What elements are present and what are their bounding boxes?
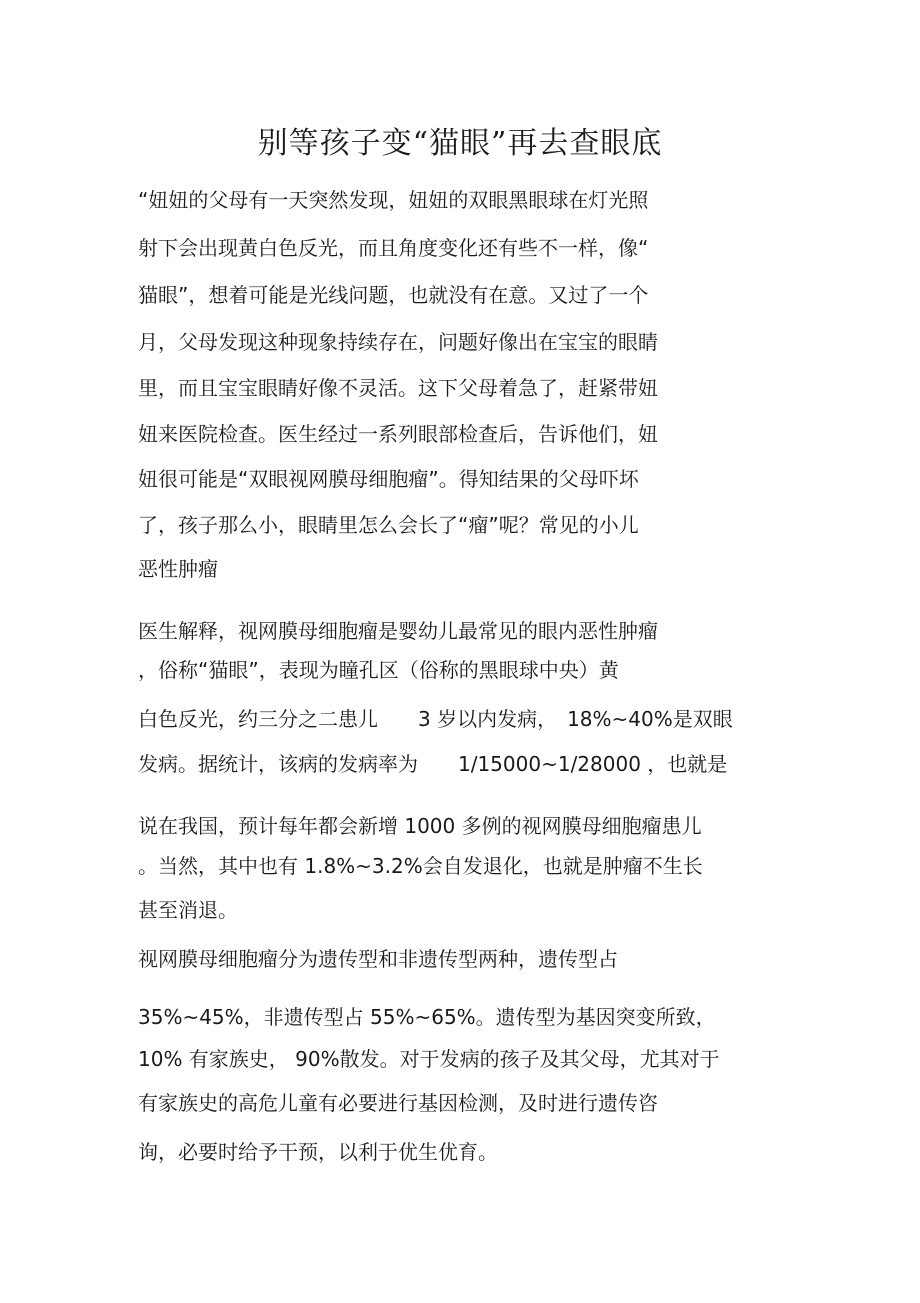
paragraph-1-line-6: 妞来医院检查。医生经过一系列眼部检查后，告诉他们，妞 xyxy=(138,422,658,446)
paragraph-1-line-1: “妞妞的父母有一天突然发现，妞妞的双眼黑眼球在灯光照 xyxy=(138,188,649,212)
paragraph-1-line-4: 月，父母发现这种现象持续存在，问题好像出在宝宝的眼睛 xyxy=(138,330,658,354)
paragraph-2-line-3: 白色反光，约三分之二患儿 3 岁以内发病， 18%~40%是双眼 xyxy=(138,707,733,731)
paragraph-1-line-2: 射下会出现黄白色反光，而且角度变化还有些不一样，像“ xyxy=(138,236,649,260)
paragraph-3-line-3: 10% 有家族史， 90%散发。对于发病的孩子及其父母，尤其对于 xyxy=(138,1047,720,1071)
paragraph-2-line-1: 医生解释，视网膜母细胞瘤是婴幼儿最常见的眼内恶性肿瘤 xyxy=(138,619,658,643)
paragraph-2-line-4: 发病。据统计，该病的发病率为 1/15000~1/28000 ，也就是 xyxy=(138,752,728,776)
paragraph-3-line-5: 询，必要时给予干预，以利于优生优育。 xyxy=(138,1140,498,1164)
paragraph-1-line-3: 猫眼”，想着可能是光线问题，也就没有在意。又过了一个 xyxy=(138,283,649,307)
paragraph-3-line-2: 35%~45%，非遗传型占 55%~65%。遗传型为基因突变所致， xyxy=(138,1005,716,1029)
paragraph-3-line-4: 有家族史的高危儿童有必要进行基因检测，及时进行遗传咨 xyxy=(138,1091,658,1115)
paragraph-2-line-7: 甚至消退。 xyxy=(138,898,238,922)
paragraph-2-line-2: ，俗称“猫眼”，表现为瞳孔区（俗称的黑眼球中央）黄 xyxy=(138,658,619,682)
paragraph-3-line-1: 视网膜母细胞瘤分为遗传型和非遗传型两种，遗传型占 xyxy=(138,947,618,971)
paragraph-1-line-9: 恶性肿瘤 xyxy=(138,557,218,581)
paragraph-1-line-8: 了，孩子那么小，眼睛里怎么会长了“瘤”呢？常见的小儿 xyxy=(138,513,639,537)
paragraph-1-line-7: 妞很可能是“双眼视网膜母细胞瘤”。得知结果的父母吓坏 xyxy=(138,467,639,491)
paragraph-2-line-5: 说在我国，预计每年都会新增 1000 多例的视网膜母细胞瘤患儿 xyxy=(138,814,702,838)
paragraph-1-line-5: 里，而且宝宝眼睛好像不灵活。这下父母着急了，赶紧带妞 xyxy=(138,376,658,400)
paragraph-2-line-6: 。当然，其中也有 1.8%~3.2%会自发退化，也就是肿瘤不生长 xyxy=(138,854,703,878)
document-title: 别等孩子变“猫眼”再去查眼底 xyxy=(257,126,663,161)
